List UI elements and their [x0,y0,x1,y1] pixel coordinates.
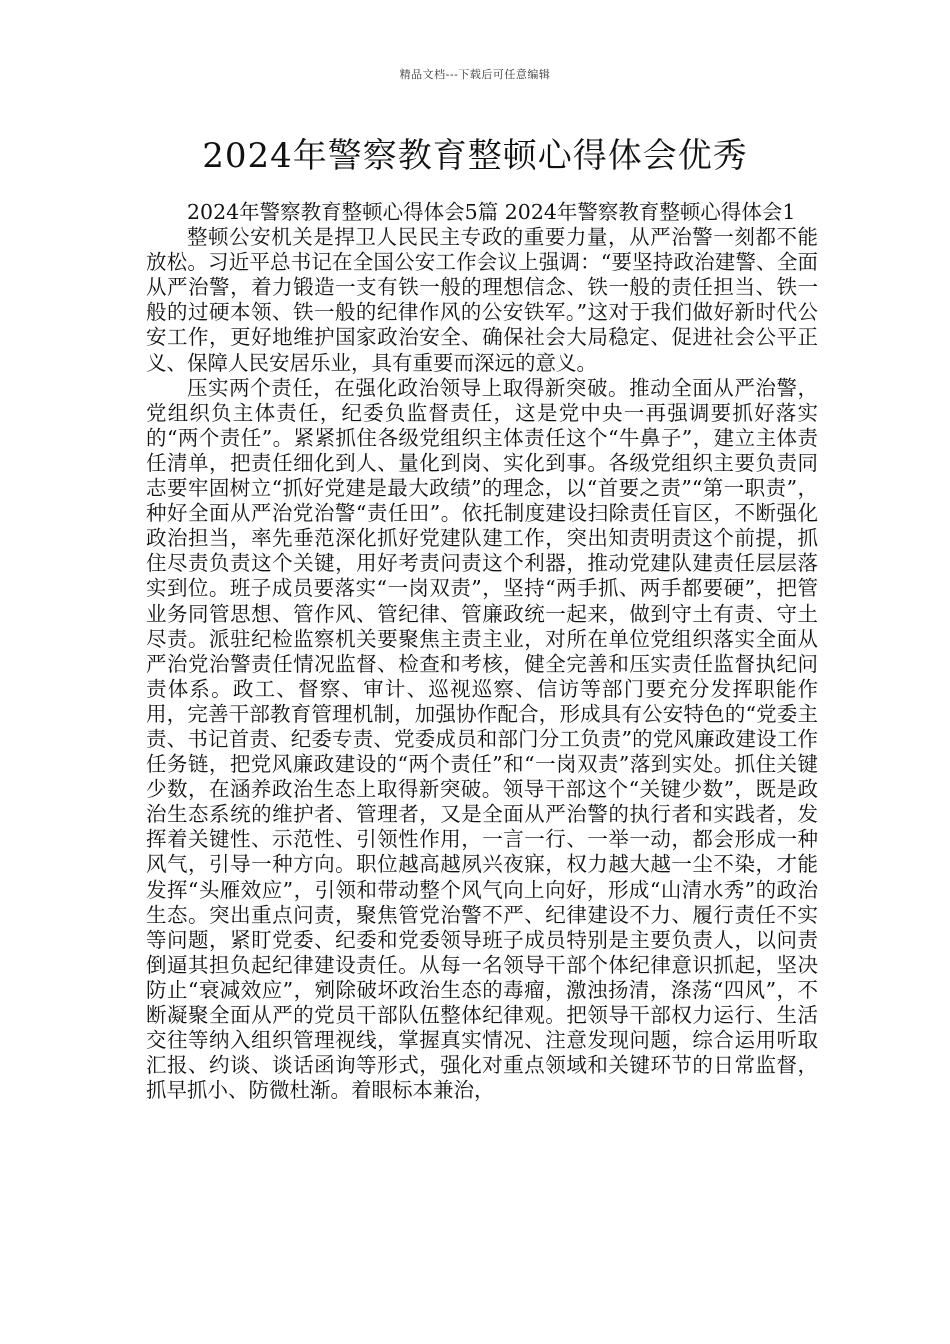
paragraph-main: 压实两个责任，在强化政治领导上取得新突破。推动全面从严治警，党组织负主体责任，纪委负监督责任，这是党中央一再强调要抓好落实的“两个责任”。紧紧抓住各级党组织主体责任这个“牛鼻子”，建立主体责任清单，把责任细化到人、量化到岗、实化到事。各级党组织主要负责同志要牢固树立“抓好党建是最大政绩”的理念，以“首要之责”“第一职责”，种好全面从严治党治警“责任田”。依托制度建设扫除责任盲区，不断强化政治担当，率先垂范深化抓好党建队建工作，突出知责明责这个前提，抓住尽责负责这个关键，用好考责问责这个利器，推动党建队建责任层层落实到位。班子成员要落实“一岗双责”，坚持“两手抓、两手都要硬”，把管业务同管思想、管作风、管纪律、管廉政统一起来，做到守土有责、守土尽责。派驻纪检监察机关要聚焦主责主业，对所在单位党组织落实全面从严治党治警责任情况监督、检查和考核，健全完善和压实责任监督执纪问责体系。政工、督察、审计、巡视巡察、信访等部门要充分发挥职能作用，完善干部教育管理机制，加强协作配合，形成具有公安特色的“党委主责、书记首责、纪委专责、党委成员和部门分工负责”的党风廉政建设工作任务链，把党风廉政建设的“两个责任”和“一岗双责”落到实处。抓住关键少数，在涵养政治生态上取得新突破。领导干部这个“关键少数”，既是政治生态系统的维护者、管理者，又是全面从严治警的执行者和实践者，发挥着关键性、示范性、引领性作用，一言一行、一举一动，都会形成一种风气，引导一种方向。职位越高越夙兴夜寐，权力越大越一尘不染，才能发挥“头雁效应”，引领和带动整个风气向上向好，形成“山清水秀”的政治生态。突出重点问责，聚焦管党治警不严、纪律建设不力、履行责任不实等问题，紧盯党委、纪委和党委领导班子成员特别是主要负责人，以问责倒逼其担负起纪律建设责任。从每一名领导干部个体纪律意识抓起，坚决防止“衰减效应”，剜除破坏政治生态的毒瘤，激浊扬清，涤荡“四风”，不断凝聚全面从严的党员干部队伍整体纪律观。把领导干部权力运行、生活交往等纳入组织管理视线，掌握真实情况、注意发现问题，综合运用听取汇报、约谈、谈话函询等形式，强化对重点领域和关键环节的日常监督，抓早抓小、防微杜渐。着眼标本兼治， [146,375,818,1103]
document-body [146,200,818,1103]
paragraph-subtitle: 2024年警察教育整顿心得体会5篇 2024年警察教育整顿心得体会1 [187,200,796,224]
document-title: 2024年警察教育整顿心得体会优秀 [202,136,748,176]
header-note: 精品文档---下载后可任意编辑 [399,68,551,81]
paragraph-intro: 整顿公安机关是捍卫人民民主专政的重要力量，从严治警一刻都不能放松。习近平总书记在全国公安工作会议上强调：“要坚持政治建警、全面从严治警，着力锻造一支有铁一般的理想信念、铁一般的责任担当、铁一般的过硬本领、铁一般的纪律作风的公安铁军。”这对于我们做好新时代公安工作，更好地维护国家政治安全、确保社会大局稳定、促进社会公平正义、保障人民安居乐业，具有重要而深远的意义。 [146,225,818,375]
